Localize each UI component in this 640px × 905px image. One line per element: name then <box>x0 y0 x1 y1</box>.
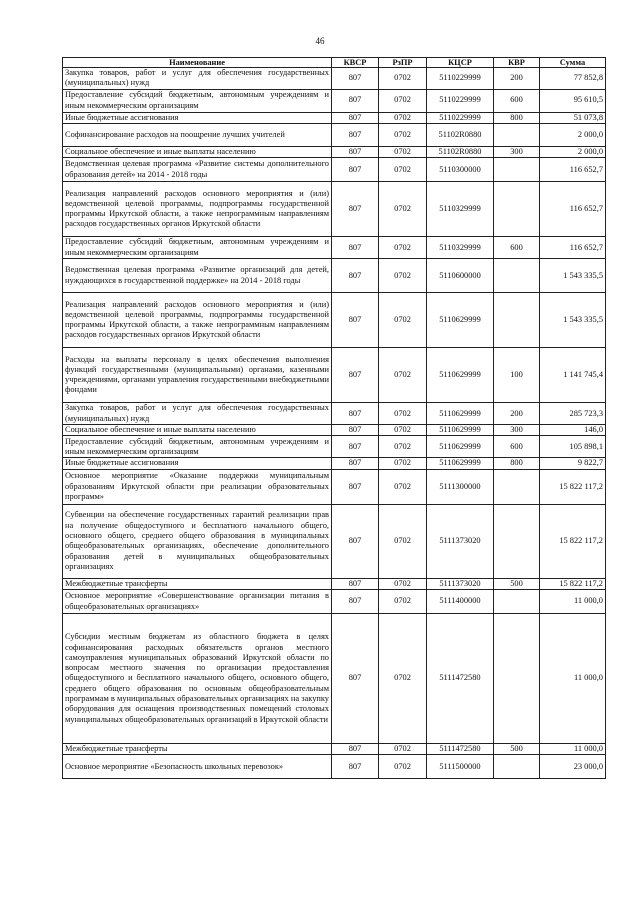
cell-kcsr: 5110629999 <box>427 403 494 425</box>
cell-sum: 11 000,0 <box>540 614 606 744</box>
cell-name: Закупка товаров, работ и услуг для обеспечения государственных (муниципальных) нужд <box>63 68 332 90</box>
cell-kvr <box>494 123 540 146</box>
cell-kcsr: 5110300000 <box>427 158 494 182</box>
cell-name: Основное мероприятие «Совершенствование организации питания в общеобразовательных организациях» <box>63 590 332 614</box>
cell-rzpr: 0702 <box>379 259 427 293</box>
cell-sum: 116 652,7 <box>540 237 606 259</box>
cell-kvr <box>494 182 540 237</box>
cell-rzpr: 0702 <box>379 578 427 589</box>
cell-kvsr: 807 <box>332 68 379 90</box>
cell-rzpr: 0702 <box>379 755 427 779</box>
cell-kvsr: 807 <box>332 123 379 146</box>
table-row <box>63 123 606 146</box>
cell-name: Субсидии местным бюджетам из областного бюджета в целях софинансирования расходных обязательств органов местного самоуправления муниципальных образований Иркутской области по вопросам местного значения по организации предоставления общедоступного и бесплатного начального общего, основного общего, среднего общего образования по основным общеобразовательным программам в муниципальных образовательных организациях на закупку оборудования для оснащения производственных помещений столовых муниципальных общеобразовательных организаций в Иркутской области <box>63 614 332 744</box>
cell-kcsr: 5111472580 <box>427 744 494 755</box>
cell-name: Предоставление субсидий бюджетным, автономным учреждениям и иным некоммерческим организациям <box>63 436 332 458</box>
cell-rzpr: 0702 <box>379 469 427 504</box>
cell-kvr <box>494 259 540 293</box>
cell-rzpr: 0702 <box>379 123 427 146</box>
cell-kvsr: 807 <box>332 469 379 504</box>
cell-kcsr: 5110600000 <box>427 259 494 293</box>
cell-rzpr: 0702 <box>379 744 427 755</box>
cell-kvsr: 807 <box>332 89 379 112</box>
table-row <box>63 158 606 182</box>
table-row <box>63 469 606 504</box>
cell-kvsr: 807 <box>332 259 379 293</box>
cell-kvr <box>494 469 540 504</box>
cell-kcsr: 51102R0880 <box>427 123 494 146</box>
cell-sum: 15 822 117,2 <box>540 578 606 589</box>
cell-kvr: 600 <box>494 237 540 259</box>
cell-kvsr: 807 <box>332 237 379 259</box>
cell-name: Реализация направлений расходов основного мероприятия и (или) ведомственной целевой программы, подпрограммы государственной программы Иркутской области, а также непрограммным направлениям расходов государственных органов Иркутской области <box>63 293 332 348</box>
header-rzpr: РзПР <box>379 58 427 68</box>
cell-rzpr: 0702 <box>379 425 427 436</box>
cell-kvr: 600 <box>494 436 540 458</box>
cell-kvr: 800 <box>494 458 540 469</box>
cell-kvsr: 807 <box>332 614 379 744</box>
table-row <box>63 504 606 578</box>
cell-kcsr: 5110629999 <box>427 348 494 403</box>
cell-kcsr: 51102R0880 <box>427 146 494 157</box>
cell-kcsr: 5111373020 <box>427 578 494 589</box>
cell-sum: 116 652,7 <box>540 158 606 182</box>
cell-kvr: 600 <box>494 89 540 112</box>
cell-name: Софинансирование расходов на поощрение лучших учителей <box>63 123 332 146</box>
cell-sum: 77 852,8 <box>540 68 606 90</box>
cell-kvr: 200 <box>494 403 540 425</box>
cell-kvr: 500 <box>494 578 540 589</box>
budget-table <box>62 57 606 779</box>
cell-sum: 1 141 745,4 <box>540 348 606 403</box>
cell-kvsr: 807 <box>332 458 379 469</box>
cell-kvsr: 807 <box>332 403 379 425</box>
cell-kcsr: 5111400000 <box>427 590 494 614</box>
cell-kvsr: 807 <box>332 436 379 458</box>
cell-name: Иные бюджетные ассигнования <box>63 112 332 123</box>
cell-kvr <box>494 755 540 779</box>
cell-sum: 1 543 335,5 <box>540 259 606 293</box>
cell-sum: 2 000,0 <box>540 146 606 157</box>
header-kvsr: КВСР <box>332 58 379 68</box>
table-row <box>63 293 606 348</box>
cell-name: Иные бюджетные ассигнования <box>63 458 332 469</box>
cell-kvr: 500 <box>494 744 540 755</box>
cell-sum: 9 822,7 <box>540 458 606 469</box>
header-kvr: КВР <box>494 58 540 68</box>
cell-kcsr: 5111300000 <box>427 469 494 504</box>
cell-rzpr: 0702 <box>379 68 427 90</box>
table-row <box>63 403 606 425</box>
table-row <box>63 755 606 779</box>
cell-sum: 11 000,0 <box>540 590 606 614</box>
cell-kvsr: 807 <box>332 590 379 614</box>
table-row <box>63 112 606 123</box>
table-row <box>63 68 606 90</box>
cell-kvr: 200 <box>494 68 540 90</box>
cell-sum: 15 822 117,2 <box>540 504 606 578</box>
cell-kvr <box>494 158 540 182</box>
cell-sum: 285 723,3 <box>540 403 606 425</box>
table-row <box>63 436 606 458</box>
cell-rzpr: 0702 <box>379 146 427 157</box>
cell-name: Социальное обеспечение и иные выплаты населению <box>63 146 332 157</box>
cell-name: Социальное обеспечение и иные выплаты населению <box>63 425 332 436</box>
cell-name: Ведомственная целевая программа «Развитие организаций для детей, нуждающихся в государственной поддержке» на 2014 - 2018 годы <box>63 259 332 293</box>
cell-rzpr: 0702 <box>379 182 427 237</box>
cell-name: Расходы на выплаты персоналу в целях обеспечения выполнения функций государственными (муниципальными) органами, казенными учреждениями, органами управления государственными внебюджетными фондами <box>63 348 332 403</box>
header-sum: Сумма <box>540 58 606 68</box>
cell-rzpr: 0702 <box>379 293 427 348</box>
cell-kvsr: 807 <box>332 578 379 589</box>
cell-sum: 1 543 335,5 <box>540 293 606 348</box>
cell-kvr <box>494 504 540 578</box>
cell-kvsr: 807 <box>332 146 379 157</box>
cell-sum: 2 000,0 <box>540 123 606 146</box>
cell-name: Реализация направлений расходов основного мероприятия и (или) ведомственной целевой программы, подпрограммы государственной программы Иркутской области, а также непрограммным направлениям расходов государственных органов Иркутской области <box>63 182 332 237</box>
cell-rzpr: 0702 <box>379 112 427 123</box>
table-header-row <box>63 58 606 68</box>
cell-kcsr: 5110229999 <box>427 112 494 123</box>
cell-kvsr: 807 <box>332 293 379 348</box>
cell-sum: 116 652,7 <box>540 182 606 237</box>
cell-name: Основное мероприятие «Безопасность школьных перевозок» <box>63 755 332 779</box>
header-kcsr: КЦСР <box>427 58 494 68</box>
cell-rzpr: 0702 <box>379 89 427 112</box>
table-row <box>63 744 606 755</box>
table-row <box>63 182 606 237</box>
cell-name: Закупка товаров, работ и услуг для обеспечения государственных (муниципальных) нужд <box>63 403 332 425</box>
cell-name: Основное мероприятие «Оказание поддержки муниципальным образованиям Иркутской области при реализации образовательных программ» <box>63 469 332 504</box>
table-row <box>63 89 606 112</box>
cell-sum: 23 000,0 <box>540 755 606 779</box>
table-body <box>63 68 606 779</box>
cell-kcsr: 5110629999 <box>427 293 494 348</box>
cell-rzpr: 0702 <box>379 590 427 614</box>
cell-kcsr: 5110229999 <box>427 89 494 112</box>
cell-sum: 15 822 117,2 <box>540 469 606 504</box>
cell-kcsr: 5110329999 <box>427 182 494 237</box>
cell-kvr: 300 <box>494 425 540 436</box>
header-name: Наименование <box>63 58 332 68</box>
cell-kvr: 800 <box>494 112 540 123</box>
cell-kvr <box>494 293 540 348</box>
table-row <box>63 425 606 436</box>
cell-kcsr: 5110629999 <box>427 436 494 458</box>
cell-name: Субвенции на обеспечение государственных гарантий реализации прав на получение общедоступного и бесплатного начального общего, основного общего, среднего общего образования в муниципальных общеобразовательных организациях, обеспечение дополнительного образования детей в муниципальных общеобразовательных организациях <box>63 504 332 578</box>
cell-kvsr: 807 <box>332 425 379 436</box>
cell-rzpr: 0702 <box>379 614 427 744</box>
table-row <box>63 578 606 589</box>
cell-kvsr: 807 <box>332 348 379 403</box>
cell-name: Межбюджетные трансферты <box>63 578 332 589</box>
table-row <box>63 458 606 469</box>
table-row <box>63 590 606 614</box>
page-number: 46 <box>315 36 325 46</box>
cell-rzpr: 0702 <box>379 348 427 403</box>
cell-kvsr: 807 <box>332 182 379 237</box>
cell-rzpr: 0702 <box>379 237 427 259</box>
cell-kcsr: 5111500000 <box>427 755 494 779</box>
cell-rzpr: 0702 <box>379 403 427 425</box>
cell-kcsr: 5110629999 <box>427 458 494 469</box>
cell-name: Межбюджетные трансферты <box>63 744 332 755</box>
cell-rzpr: 0702 <box>379 158 427 182</box>
table-row <box>63 348 606 403</box>
cell-name: Предоставление субсидий бюджетным, автономным учреждениям и иным некоммерческим организациям <box>63 89 332 112</box>
cell-kcsr: 5110229999 <box>427 68 494 90</box>
cell-kvr <box>494 590 540 614</box>
cell-kvsr: 807 <box>332 744 379 755</box>
cell-rzpr: 0702 <box>379 458 427 469</box>
cell-rzpr: 0702 <box>379 436 427 458</box>
table-row <box>63 146 606 157</box>
cell-kvsr: 807 <box>332 112 379 123</box>
cell-kcsr: 5111373020 <box>427 504 494 578</box>
cell-kvr <box>494 614 540 744</box>
cell-sum: 51 073,8 <box>540 112 606 123</box>
cell-sum: 146,0 <box>540 425 606 436</box>
table-row <box>63 614 606 744</box>
cell-name: Ведомственная целевая программа «Развитие системы дополнительного образования детей» на 2014 - 2018 годы <box>63 158 332 182</box>
table-row <box>63 259 606 293</box>
cell-rzpr: 0702 <box>379 504 427 578</box>
cell-kvsr: 807 <box>332 158 379 182</box>
cell-kcsr: 5110629999 <box>427 425 494 436</box>
cell-name: Предоставление субсидий бюджетным, автономным учреждениям и иным некоммерческим организациям <box>63 237 332 259</box>
cell-kvr: 100 <box>494 348 540 403</box>
cell-sum: 11 000,0 <box>540 744 606 755</box>
cell-sum: 105 898,1 <box>540 436 606 458</box>
cell-kvsr: 807 <box>332 755 379 779</box>
cell-kvr: 300 <box>494 146 540 157</box>
cell-sum: 95 610,5 <box>540 89 606 112</box>
cell-kvsr: 807 <box>332 504 379 578</box>
table-row <box>63 237 606 259</box>
cell-kcsr: 5110329999 <box>427 237 494 259</box>
cell-kcsr: 5111472580 <box>427 614 494 744</box>
